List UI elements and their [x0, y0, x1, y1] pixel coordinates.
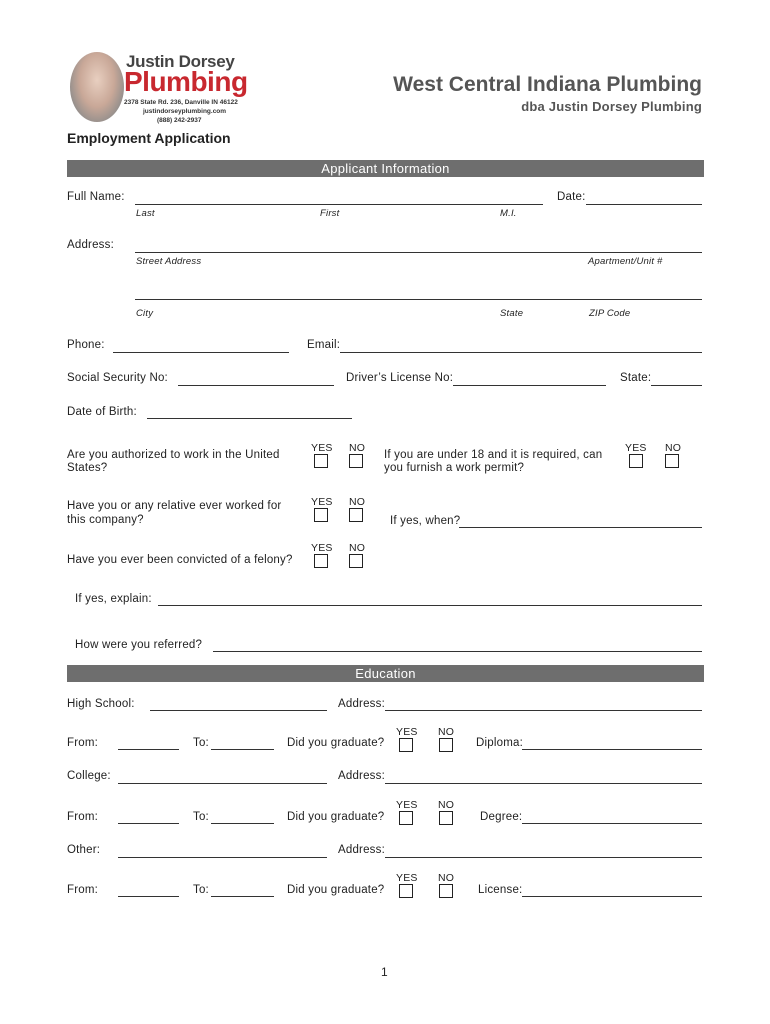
degree-field[interactable]: [522, 823, 702, 824]
other-yes-checkbox[interactable]: [399, 884, 413, 898]
relative-no-checkbox[interactable]: [349, 508, 363, 522]
felony-no-checkbox[interactable]: [349, 554, 363, 568]
apt-sublabel: Apartment/Unit #: [588, 256, 663, 267]
referred-field[interactable]: [213, 651, 702, 652]
license-label: License:: [478, 884, 523, 896]
college-field[interactable]: [118, 783, 327, 784]
college-yes-checkbox[interactable]: [399, 811, 413, 825]
baby-photo-icon: [70, 52, 124, 122]
logo-phone: (888) 242-2937: [157, 117, 202, 124]
company-name: West Central Indiana Plumbing: [393, 73, 702, 96]
other-address-label: Address:: [338, 844, 385, 856]
full-name-label: Full Name:: [67, 191, 125, 203]
logo-website: justindorseyplumbing.com: [143, 108, 227, 115]
email-label: Email:: [307, 339, 341, 351]
under18-no-label: NO: [665, 442, 682, 454]
college-no-checkbox[interactable]: [439, 811, 453, 825]
relative-question-line1: Have you or any relative ever worked for: [67, 500, 282, 512]
under18-question-line2: you furnish a work permit?: [384, 462, 525, 474]
high-school-no-checkbox[interactable]: [439, 738, 453, 752]
college-graduate-label: Did you graduate?: [287, 811, 385, 823]
authorized-no-label: NO: [349, 442, 366, 454]
state-field[interactable]: [651, 385, 702, 386]
authorized-yes-checkbox[interactable]: [314, 454, 328, 468]
other-graduate-label: Did you graduate?: [287, 884, 385, 896]
email-field[interactable]: [340, 352, 702, 353]
high-school-yes-label: YES: [396, 726, 418, 738]
dob-field[interactable]: [147, 418, 352, 419]
authorized-no-checkbox[interactable]: [349, 454, 363, 468]
college-to-label: To:: [193, 811, 209, 823]
ssn-label: Social Security No:: [67, 372, 168, 384]
if-yes-when-field[interactable]: [459, 527, 702, 528]
form-title: Employment Application: [67, 130, 231, 146]
college-no-label: NO: [438, 799, 455, 811]
logo-line1: Justin Dorsey: [126, 52, 235, 71]
page-number: 1: [381, 965, 388, 979]
street-address-field[interactable]: [135, 252, 702, 253]
high-school-address-field[interactable]: [385, 710, 702, 711]
city-sublabel: City: [136, 308, 154, 319]
college-address-field[interactable]: [385, 783, 702, 784]
high-school-field[interactable]: [150, 710, 327, 711]
if-yes-explain-label: If yes, explain:: [75, 593, 152, 605]
other-from-label: From:: [67, 884, 99, 896]
relative-yes-label: YES: [311, 496, 333, 508]
college-address-label: Address:: [338, 770, 385, 782]
college-from-field[interactable]: [118, 823, 179, 824]
zip-sublabel: ZIP Code: [589, 308, 631, 319]
degree-label: Degree:: [480, 811, 523, 823]
logo-address: 2378 State Rd. 236, Danville IN 46122: [124, 99, 238, 106]
dob-label: Date of Birth:: [67, 406, 137, 418]
state-label: State:: [620, 372, 652, 384]
street-sublabel: Street Address: [136, 256, 202, 267]
college-yes-label: YES: [396, 799, 418, 811]
relative-yes-checkbox[interactable]: [314, 508, 328, 522]
under18-question-line1: If you are under 18 and it is required, can: [384, 449, 603, 461]
authorized-question-line1: Are you authorized to work in the United: [67, 449, 280, 461]
diploma-label: Diploma:: [476, 737, 523, 749]
under18-yes-checkbox[interactable]: [629, 454, 643, 468]
other-field[interactable]: [118, 857, 327, 858]
city-state-zip-field[interactable]: [135, 299, 702, 300]
under18-no-checkbox[interactable]: [665, 454, 679, 468]
felony-yes-checkbox[interactable]: [314, 554, 328, 568]
other-from-field[interactable]: [118, 896, 179, 897]
drivers-license-field[interactable]: [453, 385, 606, 386]
section-applicant-header: Applicant Information: [67, 160, 704, 177]
authorized-question-line2: States?: [67, 462, 108, 474]
other-address-field[interactable]: [385, 857, 702, 858]
drivers-license-label: Driver’s License No:: [346, 372, 454, 384]
other-no-label: NO: [438, 872, 455, 884]
authorized-yes-label: YES: [311, 442, 333, 454]
date-field[interactable]: [586, 204, 702, 205]
date-label: Date:: [557, 191, 586, 203]
if-yes-when-label: If yes, when?: [390, 515, 461, 527]
relative-no-label: NO: [349, 496, 366, 508]
diploma-field[interactable]: [522, 749, 702, 750]
high-school-yes-checkbox[interactable]: [399, 738, 413, 752]
first-sublabel: First: [320, 208, 340, 219]
other-to-field[interactable]: [211, 896, 274, 897]
relative-question-line2: this company?: [67, 514, 144, 526]
other-no-checkbox[interactable]: [439, 884, 453, 898]
referred-label: How were you referred?: [75, 639, 203, 651]
high-school-to-field[interactable]: [211, 749, 274, 750]
last-sublabel: Last: [136, 208, 155, 219]
college-to-field[interactable]: [211, 823, 274, 824]
high-school-graduate-label: Did you graduate?: [287, 737, 385, 749]
if-yes-explain-field[interactable]: [158, 605, 702, 606]
high-school-no-label: NO: [438, 726, 455, 738]
state-sublabel: State: [500, 308, 524, 319]
other-yes-label: YES: [396, 872, 418, 884]
logo-line2: Plumbing: [124, 66, 248, 97]
high-school-address-label: Address:: [338, 698, 385, 710]
college-from-label: From:: [67, 811, 99, 823]
high-school-from-label: From:: [67, 737, 99, 749]
felony-question: Have you ever been convicted of a felony?: [67, 554, 293, 566]
other-to-label: To:: [193, 884, 209, 896]
ssn-field[interactable]: [178, 385, 334, 386]
section-education-header: Education: [67, 665, 704, 682]
phone-label: Phone:: [67, 339, 105, 351]
mi-sublabel: M.I.: [500, 208, 517, 219]
college-label: College:: [67, 770, 111, 782]
high-school-from-field[interactable]: [118, 749, 179, 750]
felony-yes-label: YES: [311, 542, 333, 554]
phone-field[interactable]: [113, 352, 289, 353]
full-name-field[interactable]: [135, 204, 543, 205]
high-school-label: High School:: [67, 698, 135, 710]
company-dba: dba Justin Dorsey Plumbing: [521, 99, 702, 114]
felony-no-label: NO: [349, 542, 366, 554]
address-label: Address:: [67, 239, 114, 251]
other-label: Other:: [67, 844, 101, 856]
license-field[interactable]: [522, 896, 702, 897]
high-school-to-label: To:: [193, 737, 209, 749]
under18-yes-label: YES: [625, 442, 647, 454]
